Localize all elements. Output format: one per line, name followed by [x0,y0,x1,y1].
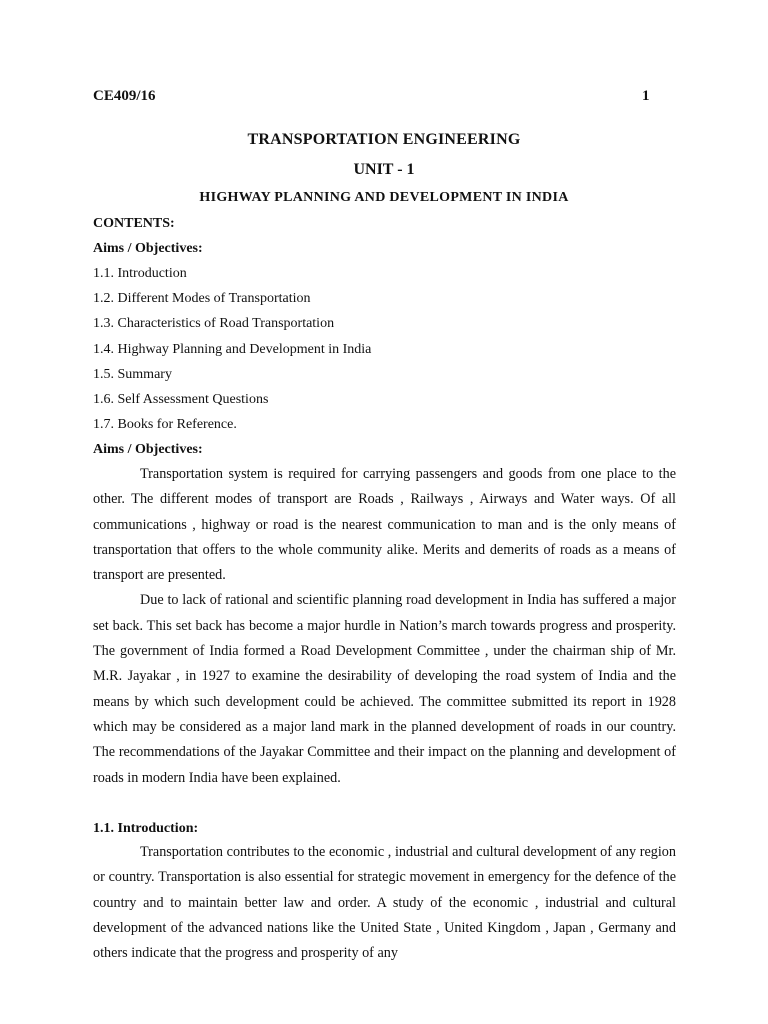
aims-heading: Aims / Objectives: [93,442,203,457]
contents-heading: CONTENTS: [93,216,175,231]
contents-item: 1.7. Books for Reference. [93,417,237,432]
page-number: 1 [642,88,650,104]
aims-paragraph-1: Transportation system is required for carrying passengers and goods from one place to the other. The different modes of transport are Roads , Railways , Airways and Water ways. Of all communications , highway or road is the nearest communication to man and is the only means of transportation that offers to the whole community alike. Merits and demerits of roads as a means of transport are presented. [93,466,676,584]
contents-aims-label: Aims / Objectives: [93,241,203,256]
chapter-title: HIGHWAY PLANNING AND DEVELOPMENT IN INDIA [199,190,569,205]
aims-text [93,462,676,791]
introduction-heading: 1.1. Introduction: [93,821,199,836]
contents-item: 1.5. Summary [93,367,172,382]
contents-item: 1.6. Self Assessment Questions [93,392,269,407]
introduction-text [93,840,676,966]
contents-item: 1.4. Highway Planning and Development in India [93,342,372,357]
contents-item: 1.3. Characteristics of Road Transportation [93,316,335,331]
contents-item: 1.2. Different Modes of Transportation [93,291,311,306]
course-title: TRANSPORTATION ENGINEERING [247,131,521,148]
introduction-paragraph-1: Transportation contributes to the economic , industrial and cultural development of any region or country. Transportation is also essential for strategic movement in emergency for the defence of the country and to maintain better law and order. A study of the economic , industrial and cultural development of the advanced nations like the United State , United Kingdom , Japan , Germany and others indicate that the progress and prosperity of any [93,844,676,962]
contents-item: 1.1. Introduction [93,266,187,281]
course-code: CE409/16 [93,88,156,104]
unit-title: UNIT - 1 [353,161,415,178]
aims-paragraph-2: Due to lack of rational and scientific planning road development in India has suffered a major set back. This set back has become a major hurdle in Nation’s march towards progress and prosperity. The government of India formed a Road Development Committee , under the chairman ship of Mr. M.R. Jayakar , in 1927 to examine the desirability of developing the road system of India and the means by which such development could be achieved. The committee submitted its report in 1928 which may be considered as a major land mark in the planned development of roads in our country. The recommendations of the Jayakar Committee and their impact on the planning and development of roads in modern India have been explained. [93,592,676,786]
